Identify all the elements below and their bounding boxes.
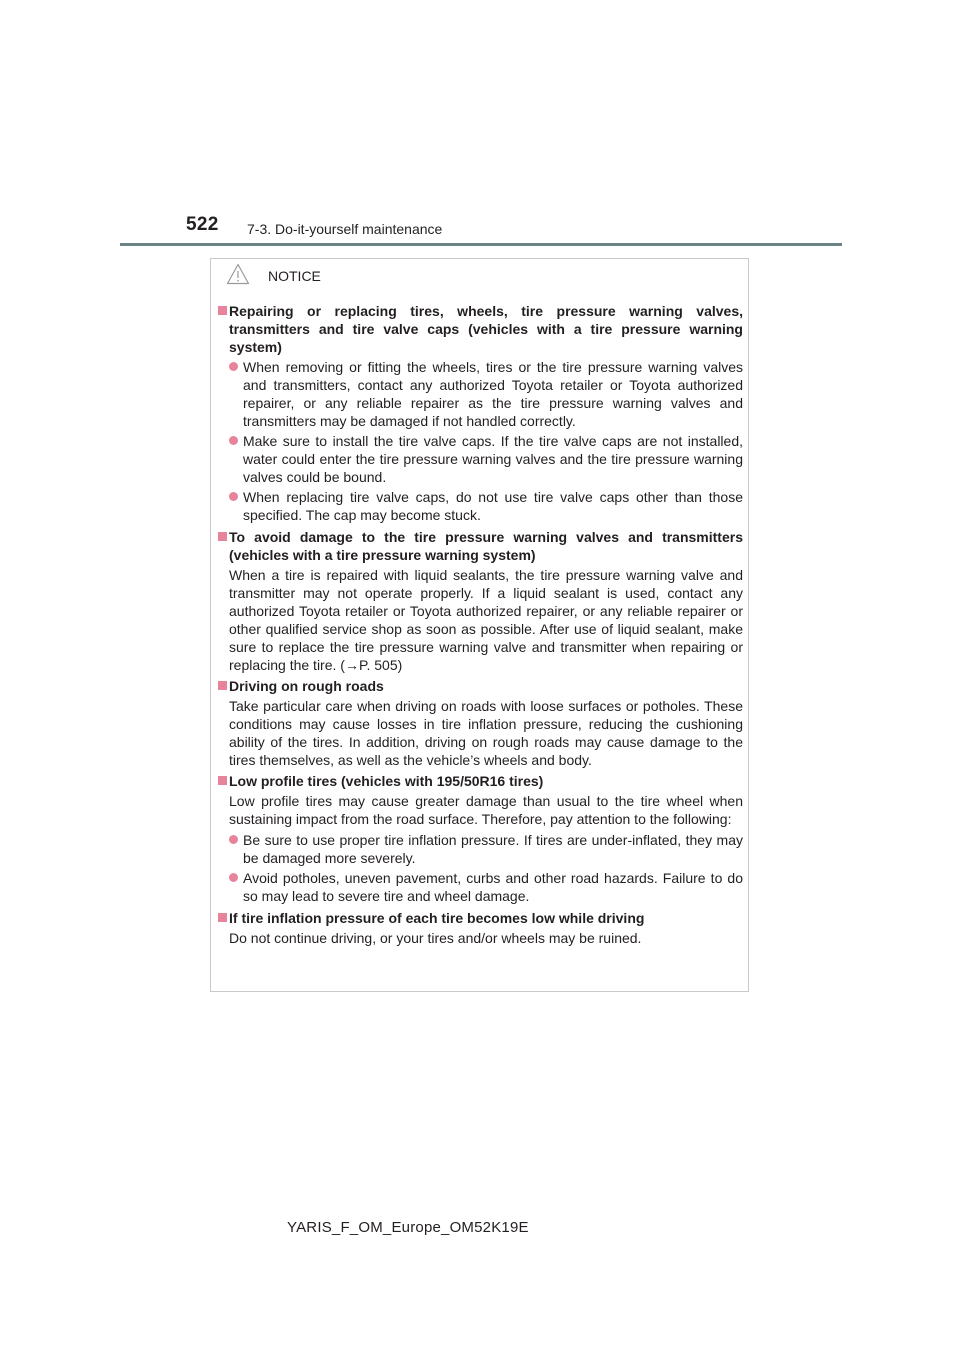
- notice-content: [218, 299, 743, 950]
- document-id: YARIS_F_OM_Europe_OM52K19E: [287, 1219, 529, 1236]
- section-heading-avoid-damage: To avoid damage to the tire pressure warning valves and transmitters (vehicles with a tire pressure warning system): [218, 528, 743, 564]
- notice-box: [210, 258, 749, 992]
- list-item: Make sure to install the tire valve caps. If the tire valve caps are not installed, water could enter the tire pressure warning valves and the tire pressure warning valves could be bound.: [218, 432, 743, 486]
- header-rule: [120, 243, 842, 246]
- section-heading-low-pressure: If tire inflation pressure of each tire becomes low while driving: [218, 909, 743, 927]
- section-heading-low-profile: Low profile tires (vehicles with 195/50R16 tires): [218, 772, 743, 790]
- page-number: 522: [186, 214, 219, 235]
- list-item: When removing or fitting the wheels, tires or the tire pressure warning valves and transmitters, contact any authorized Toyota retailer or Toyota authorized repairer, or any reliable repairer as the tire pressure warning valves and transmitters may be damaged if not handled correctly.: [218, 358, 743, 430]
- list-item: Be sure to use proper tire inflation pressure. If tires are under-inflated, they may be damaged more severely.: [218, 831, 743, 867]
- section-paragraph: Low profile tires may cause greater damage than usual to the tire wheel when sustaining impact from the road surface. Therefore, pay attention to the following:: [229, 793, 743, 827]
- section-heading-rough-roads: Driving on rough roads: [218, 677, 743, 695]
- list-item: When replacing tire valve caps, do not use tire valve caps other than those specified. The cap may become stuck.: [218, 488, 743, 524]
- section-paragraph: When a tire is repaired with liquid sealants, the tire pressure warning valve and transmitter may not operate properly. If a liquid sealant is used, contact any authorized Toyota retailer or Toyota authorized repairer, or any reliable repairer or other qualified service shop as soon as possible. After use of liquid sealant, make sure to replace the tire pressure warning valve and transmitter when repairing or replacing the tire. (→P. 505): [229, 567, 743, 673]
- section-paragraph: Take particular care when driving on roads with loose surfaces or potholes. These conditions may cause losses in tire inflation pressure, reducing the cushioning ability of the tires. In addition, driving on rough roads may cause damage to the tires themselves, as well as the vehicle’s wheels and body.: [229, 698, 743, 768]
- section-paragraph: Do not continue driving, or your tires and/or wheels may be ruined.: [229, 930, 642, 946]
- notice-title: NOTICE: [268, 268, 321, 284]
- section-title: 7-3. Do-it-yourself maintenance: [247, 221, 443, 237]
- warning-triangle-icon: [226, 263, 250, 285]
- list-item: Avoid potholes, uneven pavement, curbs and other road hazards. Failure to do so may lead to severe tire and wheel damage.: [218, 869, 743, 905]
- section-heading-repairing: Repairing or replacing tires, wheels, tire pressure warning valves, transmitters and tire valve caps (vehicles with a tire pressure warning system): [218, 302, 743, 356]
